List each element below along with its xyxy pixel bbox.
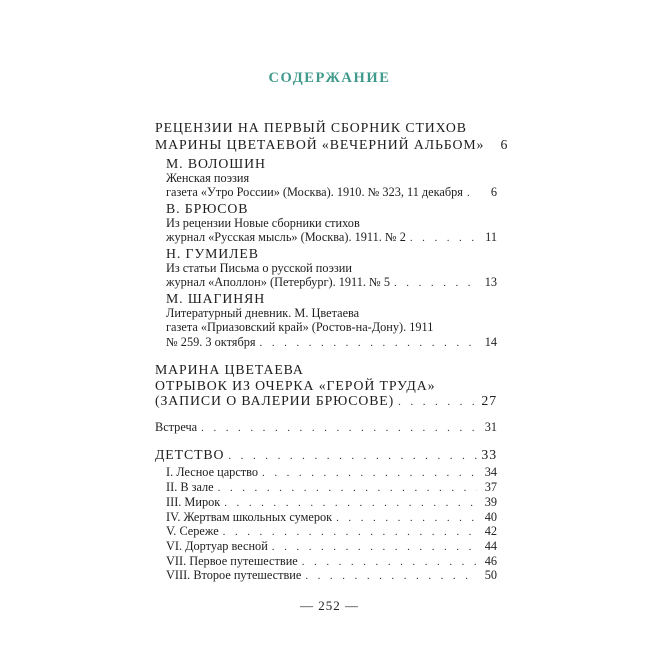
dot-leader (305, 571, 477, 582)
section2-title-line1: МАРИНА ЦВЕТАЕВА (155, 362, 304, 377)
entry-title-text: Женская поэзия (166, 171, 250, 185)
entry-source-text: газета «Приазовский край» (Ростов-на-Дону). 1911 (166, 320, 434, 334)
dot-leader (467, 188, 477, 199)
page-number: 50 (484, 568, 497, 582)
chapter-row (166, 569, 497, 582)
chapter-label: VI. Дортуар весной (166, 539, 268, 553)
toc-entry-meeting (155, 421, 497, 434)
author-name: М. ШАГИНЯН (166, 291, 266, 306)
dot-leader (398, 397, 477, 408)
chapter-row (166, 481, 497, 494)
chapter-row (166, 496, 497, 509)
dot-leader (302, 557, 477, 568)
entry-source-line2 (166, 336, 497, 349)
chapter-label: III. Мирок (166, 495, 221, 509)
section2-title-line2: ОТРЫВОК ИЗ ОЧЕРКА «ГЕРОЙ ТРУДА» (155, 378, 436, 393)
dot-leader (272, 542, 477, 553)
page-number: 33 (481, 447, 497, 462)
chapter-label: IV. Жертвам школьных сумерок (166, 510, 333, 524)
page-title: СОДЕРЖАНИЕ (268, 70, 391, 86)
page-number: 13 (484, 275, 497, 289)
chapter-row (166, 555, 497, 568)
page-number: 11 (485, 230, 497, 244)
entry-title-text: Из статьи Письма о русской поэзии (166, 261, 352, 275)
dot-leader (336, 513, 477, 524)
dot-leader (260, 338, 477, 349)
chapter-row (166, 511, 497, 524)
entry-author (166, 202, 248, 216)
page-number: 39 (484, 495, 497, 509)
entry-source-text: журнал «Аполлон» (Петербург). 1911. № 5 (166, 275, 390, 289)
section1-title-line2: МАРИНЫ ЦВЕТАЕВОЙ «ВЕЧЕРНИЙ АЛЬБОМ» (155, 137, 485, 152)
page-number: 14 (484, 335, 497, 349)
dot-leader (410, 233, 477, 244)
entry-author (166, 247, 259, 261)
toc-entry-childhood (155, 448, 497, 462)
chapter-label: VIII. Второе путешествие (166, 568, 302, 582)
entry-title (166, 262, 352, 274)
dot-leader (228, 451, 477, 462)
dot-leader (394, 278, 477, 289)
page-number: 34 (484, 465, 497, 479)
entry-title (166, 217, 360, 229)
entry-label: Встреча (155, 420, 198, 434)
chapter-label: V. Сереже (166, 524, 219, 538)
page-number: 42 (484, 524, 497, 538)
page-number: 44 (484, 539, 497, 553)
entry-source (166, 186, 497, 199)
page-number: 6 (490, 185, 497, 199)
entry-author (166, 292, 265, 306)
section1-heading-line2 (155, 137, 509, 152)
page-number: 31 (484, 420, 497, 434)
chapter-row (166, 466, 497, 479)
page-number: 40 (484, 510, 497, 524)
author-name: М. ВОЛОШИН (166, 156, 266, 171)
author-name: Н. ГУМИЛЕВ (166, 246, 259, 261)
entry-title-text: Из рецензии Новые сборники стихов (166, 216, 360, 230)
chapter-row (166, 525, 497, 538)
section3-title: ДЕТСТВО (155, 447, 225, 462)
entry-title-text: Литературный дневник. М. Цветаева (166, 306, 360, 320)
chapter-label: I. Лесное царство (166, 465, 259, 479)
section2-heading-line3 (155, 394, 497, 408)
dot-leader (262, 468, 477, 479)
chapter-row (166, 540, 497, 553)
author-name: В. БРЮСОВ (166, 201, 249, 216)
entry-title (166, 172, 249, 184)
section2-title-line3: (ЗАПИСИ О ВАЛЕРИИ БРЮСОВЕ) (155, 393, 395, 408)
chapter-label: II. В зале (166, 480, 214, 494)
entry-source-text: газета «Утро России» (Москва). 1910. № 323, 11 декабря (166, 185, 463, 199)
entry-source (166, 276, 497, 289)
entry-source (166, 321, 433, 333)
section1-title-line1: РЕЦЕНЗИИ НА ПЕРВЫЙ СБОРНИК СТИХОВ (155, 120, 467, 135)
section2-heading-line1 (155, 363, 304, 377)
dot-leader (201, 423, 477, 434)
page-number: 37 (484, 480, 497, 494)
entry-source (166, 231, 497, 244)
dot-leader (224, 498, 477, 509)
page-folio: — 252 — (300, 598, 359, 613)
entry-title (166, 307, 359, 319)
chapter-label: VII. Первое путешествие (166, 554, 298, 568)
page-number: 6 (500, 137, 509, 152)
section1-heading-line1 (155, 121, 499, 135)
page-number: 46 (484, 554, 497, 568)
section2-heading-line2 (155, 379, 435, 393)
page-number: 27 (481, 393, 497, 408)
dot-leader (223, 527, 477, 538)
entry-source-text: № 259. 3 октября (166, 335, 256, 349)
entry-source-text: журнал «Русская мысль» (Москва). 1911. № 2 (166, 230, 406, 244)
entry-author (166, 157, 266, 171)
dot-leader (218, 483, 477, 494)
